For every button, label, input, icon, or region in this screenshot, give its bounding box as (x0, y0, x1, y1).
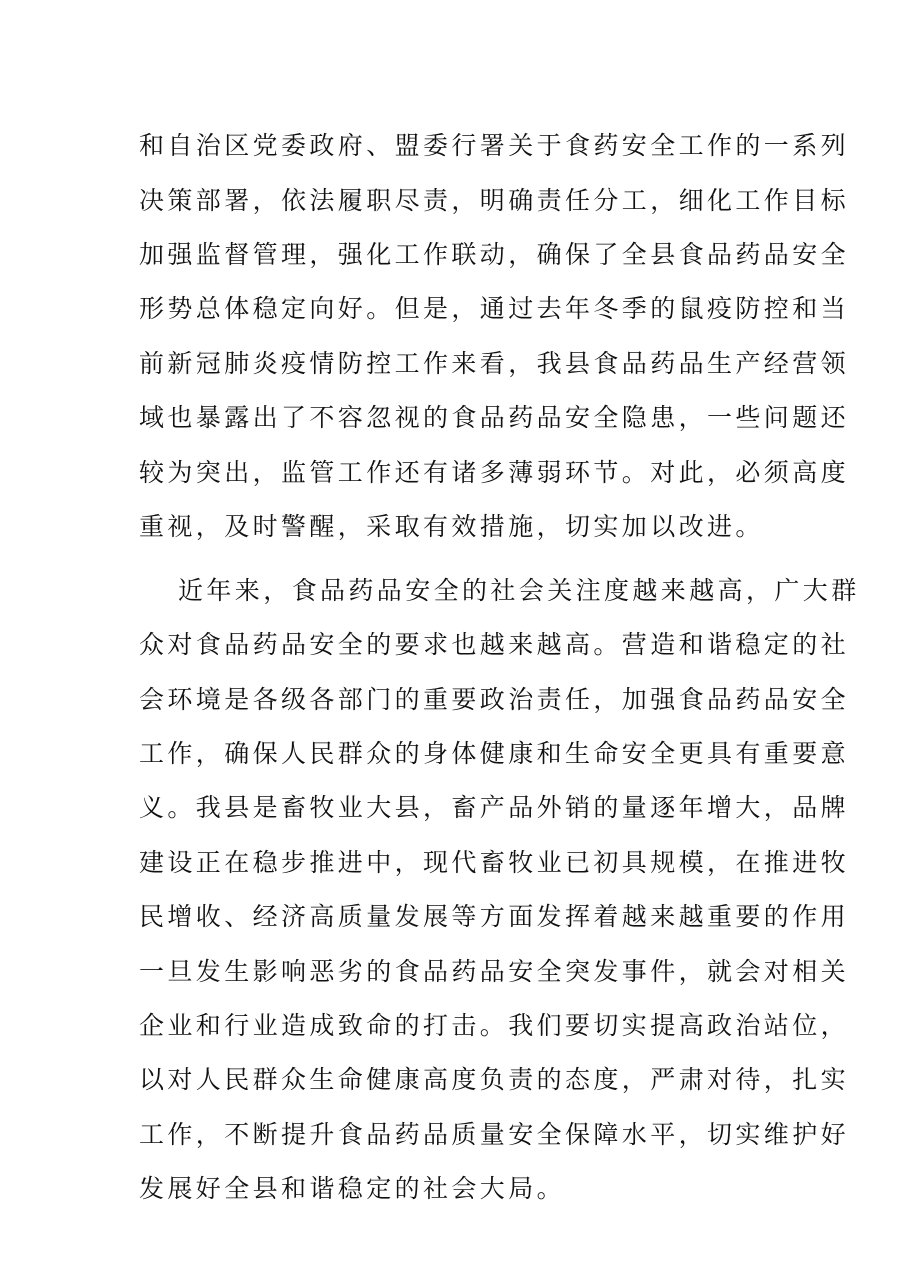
text-line: 重视，及时警醒，采取有效措施，切实加以改进。 (139, 512, 764, 541)
text-line: 决策部署，依法履职尽责，明确责任分工，细化工作目标 (139, 186, 850, 215)
text-line: 民增收、经济高质量发展等方面发挥着越来越重要的作用 (139, 902, 850, 931)
text-line: 加强监督管理，强化工作联动，确保了全县食品药品安全 (139, 240, 850, 269)
text-line: 企业和行业造成致命的打击。我们要切实提高政治站位， (139, 1011, 850, 1040)
text-line: 工作，确保人民群众的身体健康和生命安全更具有重要意 (139, 739, 850, 768)
text-line: 义。我县是畜牧业大县，畜产品外销的量逐年增大，品牌 (139, 793, 850, 822)
text-line: 域也暴露出了不容忽视的食品药品安全隐患，一些问题还 (139, 403, 850, 432)
text-line: 工作，不断提升食品药品质量安全保障水平，切实维护好 (139, 1120, 850, 1149)
text-line: 发展好全县和谐稳定的社会大局。 (139, 1174, 566, 1203)
text-line: 以对人民群众生命健康高度负责的态度，严肃对待，扎实 (139, 1065, 850, 1094)
text-line: 建设正在稳步推进中，现代畜牧业已初具规模，在推进牧 (139, 848, 850, 877)
text-line: 较为突出，监管工作还有诸多薄弱环节。对此，必须高度 (139, 458, 850, 487)
text-line: 和自治区党委政府、盟委行署关于食药安全工作的一系列 (139, 131, 850, 160)
text-line: 一旦发生影响恶劣的食品药品安全突发事件，就会对相关 (139, 957, 850, 986)
text-line: 众对食品药品安全的要求也越来越高。营造和谐稳定的社 (139, 630, 850, 659)
text-line: 会环境是各级各部门的重要政治责任，加强食品药品安全 (139, 685, 850, 714)
text-line: 前新冠肺炎疫情防控工作来看，我县食品药品生产经营领 (139, 349, 850, 378)
text-line: 近年来，食品药品安全的社会关注度越来越高，广大群 (178, 576, 860, 605)
text-line: 形势总体稳定向好。但是，通过去年冬季的鼠疫防控和当 (139, 294, 850, 323)
